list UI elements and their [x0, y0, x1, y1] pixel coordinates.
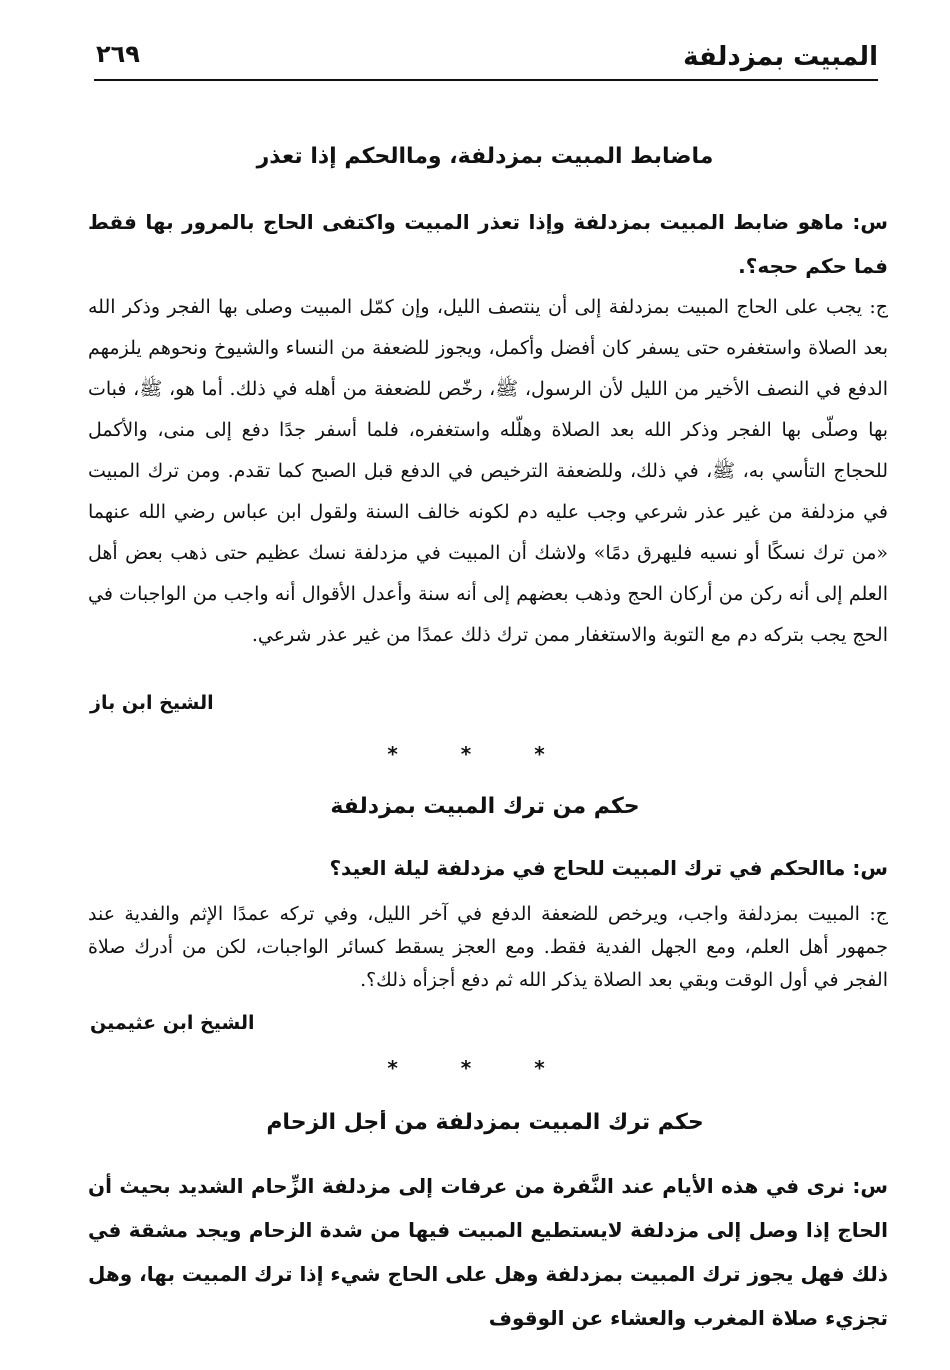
- separator: * * *: [387, 742, 573, 766]
- header-divider: [94, 79, 878, 81]
- signature: الشيخ ابن باز: [90, 692, 214, 714]
- section-heading: ماضابط المبيت بمزدلفة، وماالحكم إذا تعذر: [256, 144, 714, 169]
- signature: الشيخ ابن عثيمين: [90, 1012, 255, 1034]
- running-title: المبيت بمزدلفة: [683, 42, 878, 72]
- question-paragraph: س: ماالحكم في ترك المبيت للحاج في مزدلفة ليلة العيد؟: [329, 856, 888, 880]
- section-heading: حكم ترك المبيت بمزدلفة من أجل الزحام: [266, 1110, 704, 1135]
- section-heading: حكم من ترك المبيت بمزدلفة: [330, 794, 640, 819]
- page-number: ٢٦٩: [96, 40, 140, 68]
- answer-paragraph: ج: يجب على الحاج المبيت بمزدلفة إلى أن ينتصف الليل، وإن كمّل المبيت وصلى بها الفجر وذكر الله بعد الصلاة واستغفره حتى يسفر كان أفضل وأكمل، ويجوز للضعفة من النساء والشيوخ ونحوهم يلزمهم الدفع في النصف الأخير من الليل لأن الرسول، ﷺ، رخّص للضعفة من أهله في ذلك. أما هو، ﷺ، فبات بها وصلّى بها الفجر وذكر الله بعد الصلاة وهلّله واستغفره، فلما أسفر جدًا دفع إلى منى، والأكمل للحجاج التأسي به، ﷺ، في ذلك، وللضعفة الترخيص في الدفع قبل الصبح كما تقدم. ومن ترك المبيت في مزدلفة من غير عذر شرعي وجب عليه دم لكونه خالف السنة ولقول ابن عباس رضي الله عنهما «من ترك نسكًا أو نسيه فليهرق دمًا» ولاشك أن المبيت في مزدلفة نسك عظيم حتى ذهب بعض أهل العلم إلى أنه ركن من أركان الحج وذهب بعضهم إلى أنه سنة وأعدل الأقوال أنه واجب من الواجبات في الحج يجب بتركه دم مع التوبة والاستغفار ممن ترك ذلك عمدًا من غير عذر شرعي.: [88, 296, 888, 646]
- answer-paragraph: ج: المبيت بمزدلفة واجب، ويرخص للضعفة الدفع في آخر الليل، وفي تركه عمدًا الإثم والفدية عند جمهور أهل العلم، ومع الجهل الفدية فقط. ومع العجز يسقط كسائر الواجبات، لكن من أدرك صلاة الفجر في أول الوقت وبقي بعد الصلاة يذكر الله ثم دفع أجزأه ذلك؟.: [88, 903, 888, 991]
- separator: * * *: [387, 1056, 573, 1080]
- question-paragraph: س: نرى في هذه الأيام عند النَّفرة من عرفات إلى مزدلفة الزِّحام الشديد بحيث أن الحاج إذا وصل إلى مزدلفة لايستطيع المبيت فيها من شدة الزحام ويجد مشقة في ذلك فهل يجوز ترك المبيت بمزدلفة وهل على الحاج شيء إذا ترك المبيت بها، وهل تجزيء صلاة المغرب والعشاء عن الوقوف: [88, 1174, 888, 1330]
- question-paragraph: س: ماهو ضابط المبيت بمزدلفة وإذا تعذر المبيت واكتفى الحاج بالمرور بها فقط فما حكم حجه؟.: [88, 210, 888, 278]
